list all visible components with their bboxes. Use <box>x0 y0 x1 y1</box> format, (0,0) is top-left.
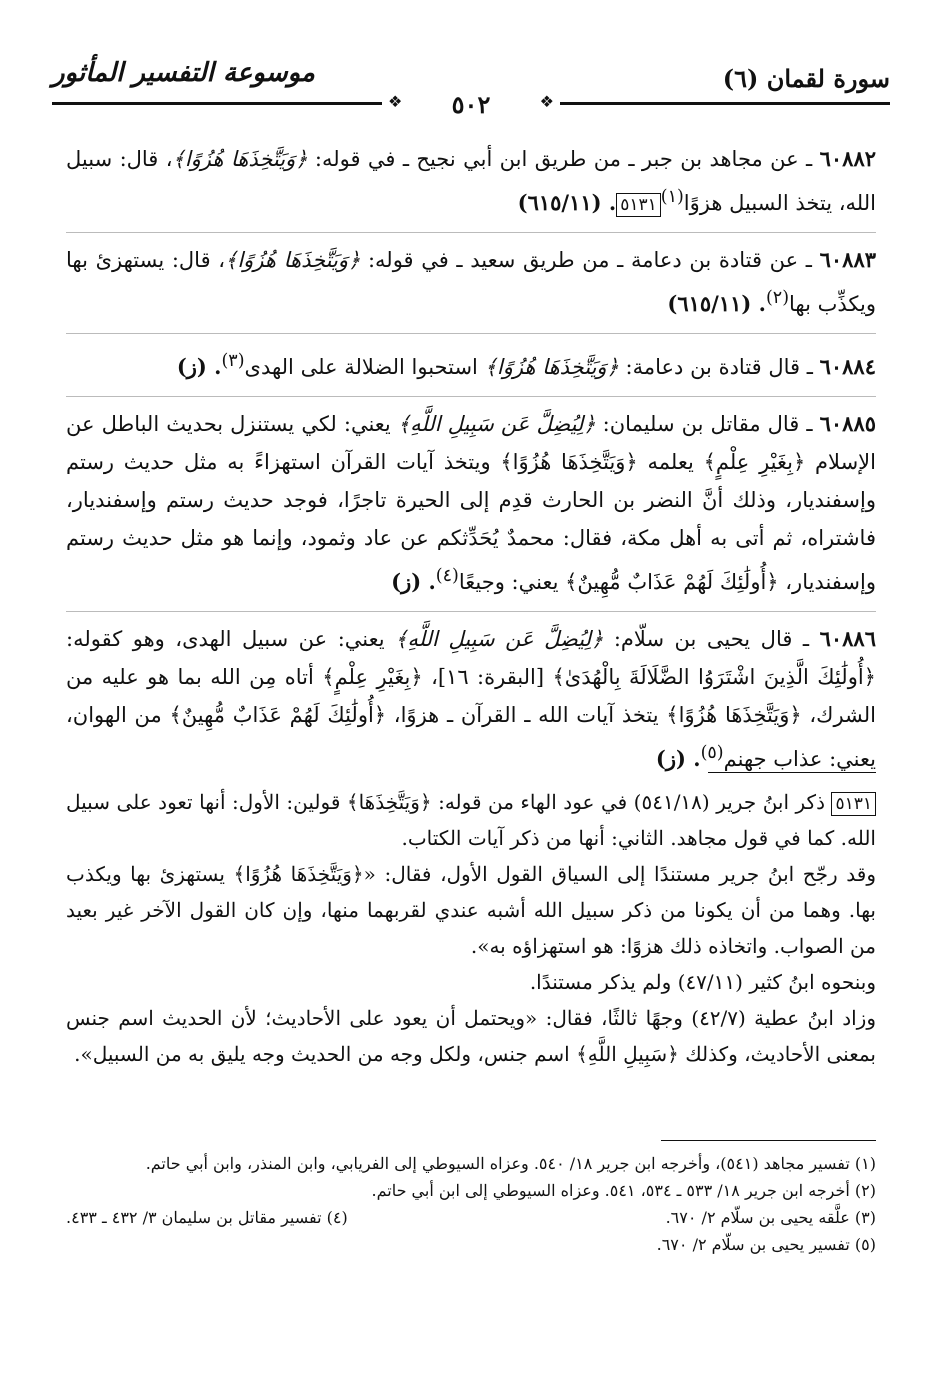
quran-quote: ﴿لِيُضِلَّ عَن سَبِيلِ اللَّهِ﴾ <box>397 412 596 436</box>
footnote-ref[interactable]: (٤) <box>435 566 459 586</box>
footnote-5: (٥) تفسير يحيى بن سلّام ٢/ ٦٧٠. <box>656 1235 876 1254</box>
note-paragraph-1 <box>66 784 876 856</box>
entry-tail: استحبوا الضلالة على الهدى <box>244 355 485 379</box>
entry-number: ٦٠٨٨٣ <box>819 247 877 272</box>
quran-quote: ﴿وَيَتَّخِذَهَا هُزُوًا﴾ <box>484 355 619 379</box>
entry-number: ٦٠٨٨٥ <box>819 411 877 436</box>
entry-tail: ، قال: يستهزئ بها ويكذِّب بها <box>66 248 876 316</box>
footnote-1: (١) تفسير مجاهد (٥٤١)، وأخرجه ابن جرير ١٨/ ٥٤٠. وعزاه السيوطي إلى الفريابي، وابن المنذر، وابن أبي حاتم. <box>145 1154 876 1173</box>
footnote-ref[interactable]: (٣) <box>221 351 245 371</box>
source-ref: . (٦١٥/١١) <box>517 190 617 215</box>
source-ref: . (ز) <box>176 354 222 379</box>
note-paragraph-2: وقد رجّح ابنُ جرير مستندًا إلى السياق القول الأول، فقال: «﴿وَيَتَّخِذَهَا هُزُوًا﴾ يستهزئ بها ويكذب بها. وهما من أن يكونا من ذكر سبيل الله أشبه عندي لقربهما منها، وإن كان القول الآخر غير بعيد من الصواب. واتخاذه ذلك هزوًا: هو استهزاؤه به». <box>66 862 876 958</box>
quran-quote: ﴿لِيُضِلَّ عَن سَبِيلِ اللَّهِ﴾ <box>395 627 604 651</box>
ornament-right-icon: ❖ <box>539 92 554 111</box>
footnote-ref[interactable]: (٥) <box>700 743 724 763</box>
entry-tail: ، قال: سبيل الله، يتخذ السبيل هزوًا <box>66 147 876 215</box>
footnotes-divider <box>661 1140 876 1141</box>
entry-number: ٦٠٨٨٦ <box>819 626 876 651</box>
note-text: ذكر ابنُ جرير (٥٤١/١٨) في عود الهاء من قوله: ﴿وَيَتَّخِذَهَا﴾ قولين: الأول: أنها تعود على سبيل الله. كما في قول مجاهد. الثاني: أنها من ذكر آيات الكتاب. <box>66 790 876 850</box>
footnote-row-3-4 <box>66 1204 876 1231</box>
note-ref-box[interactable]: ٥١٣١ <box>616 193 661 217</box>
commentary-note <box>66 784 876 1072</box>
entry-number: ٦٠٨٨٤ <box>819 354 876 379</box>
note-paragraph-3: وبنحوه ابنُ كثير (٤٧/١١) ولم يذكر مستندًا. <box>529 970 876 994</box>
entry-60885 <box>66 396 876 601</box>
page-number: ٥٠٢ <box>442 90 501 119</box>
note-number-box: ٥١٣١ <box>831 792 876 816</box>
entry-text: ـ عن مجاهد بن جبر ـ من طريق ابن أبي نجيح ـ في قوله: <box>307 147 820 171</box>
quran-quote: ﴿وَيَتَّخِذَهَا هُزُوًا﴾ <box>172 147 308 171</box>
entry-text: ـ عن قتادة بن دعامة ـ من طريق سعيد ـ في قوله: <box>360 248 820 272</box>
entry-60883 <box>66 232 876 323</box>
footnote-4: (٤) تفسير مقاتل بن سليمان ٣/ ٤٣٢ ـ ٤٣٣. <box>66 1208 348 1227</box>
entry-tail: يعني: لكي يستنزل بحديث الباطل عن الإسلام ﴿بِغَيْرِ عِلْمٍ﴾ يعلمه ﴿وَيَتَّخِذَهَا هُزُوًا﴾ ويتخذ آيات القرآن استهزاءً به مثل حديث رستم وإسفنديار، وذلك أنَّ النضر بن الحارث قدِم إلى الحيرة تاجرًا، فوجد حديث رستم وإسفنديار، فاشتراه، ثم أتى به أهل مكة، فقال: محمدٌ يُحَدِّثكم عن عاد وثمود، وإنما هو مثل حديث رستم وإسفنديار، ﴿أُولَٰئِكَ لَهُمْ عَذَابٌ مُّهِينٌ﴾ يعني: وجيعًا <box>66 412 876 594</box>
main-text <box>66 140 876 788</box>
source-ref: . (٦١٥/١١) <box>667 291 766 316</box>
entry-text: ـ قال مقاتل بن سليمان: <box>595 412 820 436</box>
entry-number: ٦٠٨٨٢ <box>819 146 877 171</box>
entry-text: ـ قال قتادة بن دعامة: <box>618 355 820 379</box>
footnotes <box>66 1150 876 1258</box>
running-head-surah: سورة لقمان (٦) <box>722 64 890 93</box>
entry-60886 <box>66 611 876 778</box>
source-ref: . (ز) <box>655 746 701 771</box>
running-head-book-title: موسوعة التفسير المأثور <box>52 58 315 88</box>
footnote-ref[interactable]: (٢) <box>765 288 790 308</box>
page-header <box>52 56 890 119</box>
footnote-ref[interactable]: (١) <box>660 187 684 207</box>
entry-text: ـ قال يحيى بن سلّام: <box>603 627 820 651</box>
footnote-3: (٣) علَّقه يحيى بن سلّام ٢/ ٦٧٠. <box>665 1208 876 1227</box>
footnote-2: (٢) أخرجه ابن جرير ١٨/ ٥٣٣ ـ ٥٣٤، ٥٤١. وعزاه السيوطي إلى ابن أبي حاتم. <box>371 1181 876 1200</box>
note-paragraph-4: وزاد ابنُ عطية (٤٢/٧) وجهًا ثالثًا، فقال: «ويحتمل أن يعود على الأحاديث؛ لأن الحديث اسم جنس بمعنى الأحاديث، وكذلك ﴿سَبِيلِ اللَّهِ﴾ اسم جنس، ولكل وجه من الحديث وجه يليق به من السبيل». <box>66 1006 876 1066</box>
quran-quote: ﴿وَيَتَّخِذَهَا هُزُوًا﴾ <box>225 248 361 272</box>
notes-divider <box>708 772 876 773</box>
entry-60882 <box>66 140 876 222</box>
entry-60884 <box>66 333 876 386</box>
entry-tail: يعني: عن سبيل الهدى، وهو كقوله: ﴿أُولَٰئِكَ الَّذِينَ اشْتَرَوُا الضَّلَالَةَ بِالْهُدَىٰ﴾ [البقرة: ١٦]، ﴿بِغَيْرِ عِلْمٍ﴾ أتاه مِن الله بما هو عليه من الشرك، ﴿وَيَتَّخِذَهَا هُزُوًا﴾ يتخذ آيات الله ـ القرآن ـ هزوًا، ﴿أُولَٰئِكَ لَهُمْ عَذَابٌ مُّهِينٌ﴾ من الهوان، يعني: عذاب جهنم <box>66 627 876 771</box>
source-ref: . (ز) <box>391 569 436 594</box>
ornament-left-icon: ❖ <box>388 92 403 111</box>
